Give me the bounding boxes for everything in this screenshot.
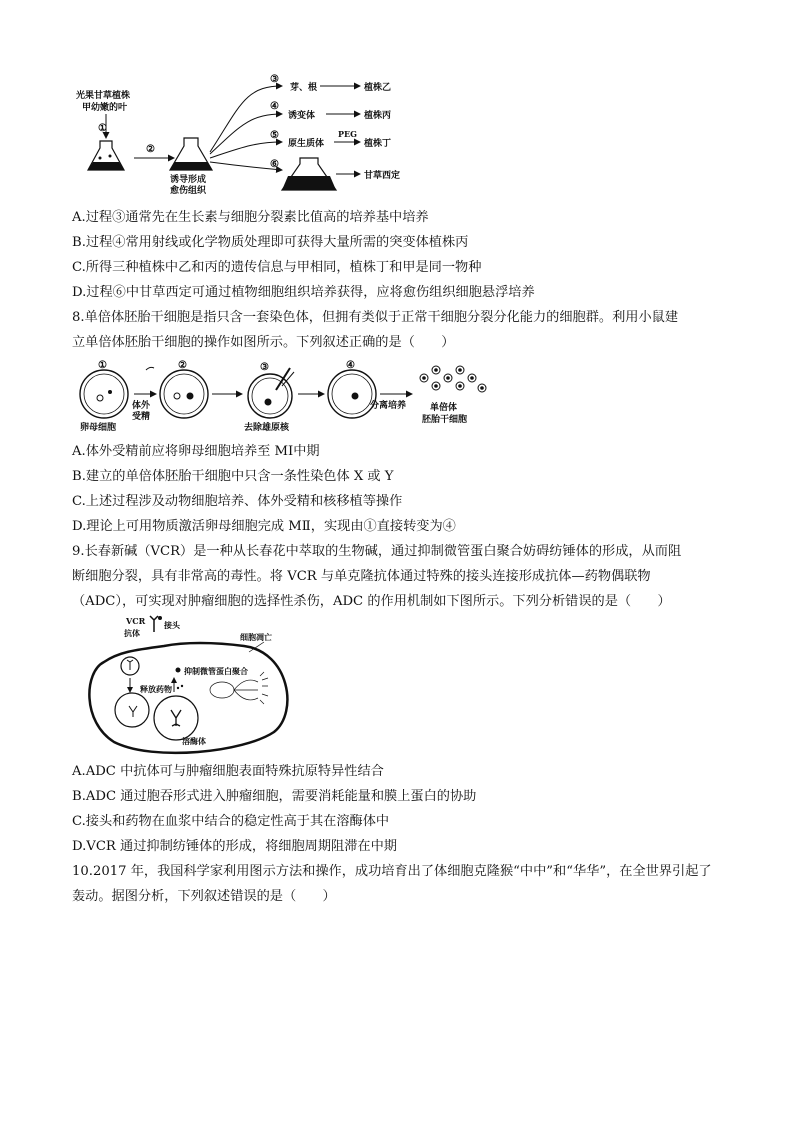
source-label: 甲幼嫩的叶 (82, 103, 128, 113)
q9-stem: 9.长春新碱（VCR）是一种从长春花中萃取的生物碱，通过抑制微管蛋白聚合妨碍纺锤体的形成，从而阻 (72, 544, 682, 559)
step-number: ③ (270, 74, 279, 85)
release-label: 释放药物 (140, 684, 172, 694)
ivf-label: 体外 (132, 401, 151, 411)
q8-option-d: D.理论上可用物质激活卵母细胞完成 MⅡ，实现由①直接转变为④ (72, 519, 456, 534)
source-label: 光果甘草植株 (76, 91, 131, 101)
stem-cell-cluster (420, 366, 486, 392)
q7-option-a: A.过程③通常先在生长素与细胞分裂素比值高的培养基中培养 (72, 210, 429, 225)
flask-3 (282, 158, 336, 190)
q9-stem: 断细胞分裂，具有非常高的毒性。将 VCR 与单克隆抗体通过特殊的接头连接形成抗体—药物偶联物 (72, 569, 651, 584)
lysosome-label: 溶酶体 (182, 736, 206, 746)
q7-option-b: B.过程④常用射线或化学物质处理即可获得大量所需的突变体植株丙 (72, 235, 469, 250)
callus-label: 愈伤组织 (170, 186, 207, 196)
inhibit-label: 抑制微管蛋白聚合 (184, 666, 248, 676)
step-number: ② (146, 144, 155, 155)
step-number: ⑤ (270, 130, 279, 141)
branch-label: 诱变体 (288, 111, 316, 121)
result-label: 单倍体 (430, 403, 458, 413)
plant-label: 植株丙 (364, 111, 392, 121)
antibody-label: 抗体 (124, 628, 140, 638)
q8-stem: 8.单倍体胚胎干细胞是指只含一套染色体，但拥有类似于正常干细胞分裂分化能力的细胞群。利用小鼠建 (72, 310, 679, 325)
peg-label: PEG (338, 129, 357, 139)
adc-mechanism-diagram (74, 612, 294, 762)
q10-stem: 10.2017 年，我国科学家利用图示方法和操作，成功培育出了体细胞克隆猴“中中”和“华华”，在全世界引起了轰动。据图分析，下列叙述错误的是（ ） (72, 864, 712, 904)
q8-stem: 立单倍体胚胎干细胞的操作如图所示。下列叙述正确的是（ ） (72, 335, 455, 350)
q7-option-d: D.过程⑥中甘草西定可通过植物细胞组织培养获得，应将愈伤组织细胞悬浮培养 (72, 285, 535, 300)
remove-label: 去除雄原核 (244, 423, 290, 433)
q9-option-d: D.VCR 通过抑制纺锤体的形成，将细胞周期阻滞在中期 (72, 839, 397, 854)
haploid-stem-cell-diagram (72, 356, 492, 434)
step-number: ④ (346, 360, 355, 371)
q8-option-a: A.体外受精前应将卵母细胞培养至 MⅠ中期 (72, 444, 320, 459)
branch-label: 芽、根 (290, 83, 318, 93)
step-number: ⑥ (270, 159, 279, 170)
tissue-culture-diagram (70, 66, 430, 206)
step-number: ③ (260, 362, 269, 373)
ivf-label: 受精 (132, 412, 151, 422)
vcr-label: VCR (126, 616, 146, 626)
callus-label: 诱导形成 (170, 175, 207, 185)
step-number: ① (98, 123, 107, 134)
q9-option-c: C.接头和药物在血浆中结合的稳定性高于其在溶酶体中 (72, 814, 390, 829)
result-label: 胚胎干细胞 (422, 415, 468, 425)
egg-cell-4 (328, 370, 376, 418)
egg-cell-2 (160, 370, 208, 418)
egg-label: 卵母细胞 (80, 423, 117, 433)
q8-option-c: C.上述过程涉及动物细胞培养、体外受精和核移植等操作 (72, 494, 403, 509)
spindle (210, 672, 268, 704)
flask-2 (170, 138, 212, 170)
q9-option-a: A.ADC 中抗体可与肿瘤细胞表面特殊抗原特异性结合 (72, 764, 384, 779)
plant-label: 植株乙 (364, 83, 392, 93)
q9-stem: （ADC），可实现对肿瘤细胞的选择性杀伤，ADC 的作用机制如下图所示。下列分析错误的是（ ） (72, 594, 671, 609)
step-number: ② (178, 360, 187, 371)
linker-label: 接头 (164, 620, 180, 630)
product-label: 甘草西定 (364, 171, 401, 181)
branch-label: 原生质体 (288, 139, 325, 149)
q7-option-c: C.所得三种植株中乙和丙的遗传信息与甲相同，植株丁和甲是同一物种 (72, 260, 482, 275)
q9-option-b: B.ADC 通过胞吞形式进入肿瘤细胞，需要消耗能量和膜上蛋白的协助 (72, 789, 477, 804)
step-number: ① (98, 360, 107, 371)
egg-cell-3 (248, 368, 294, 418)
flask-1 (88, 141, 124, 170)
adc-molecule (150, 616, 162, 632)
step-number: ④ (270, 101, 279, 112)
q8-option-b: B.建立的单倍体胚胎干细胞中只含一条性染色体 X 或 Y (72, 469, 394, 484)
plant-label: 植株丁 (364, 139, 392, 149)
apoptosis-label: 细胞凋亡 (240, 632, 272, 642)
egg-cell-1 (80, 370, 128, 418)
separate-label: 分离培养 (370, 401, 407, 411)
